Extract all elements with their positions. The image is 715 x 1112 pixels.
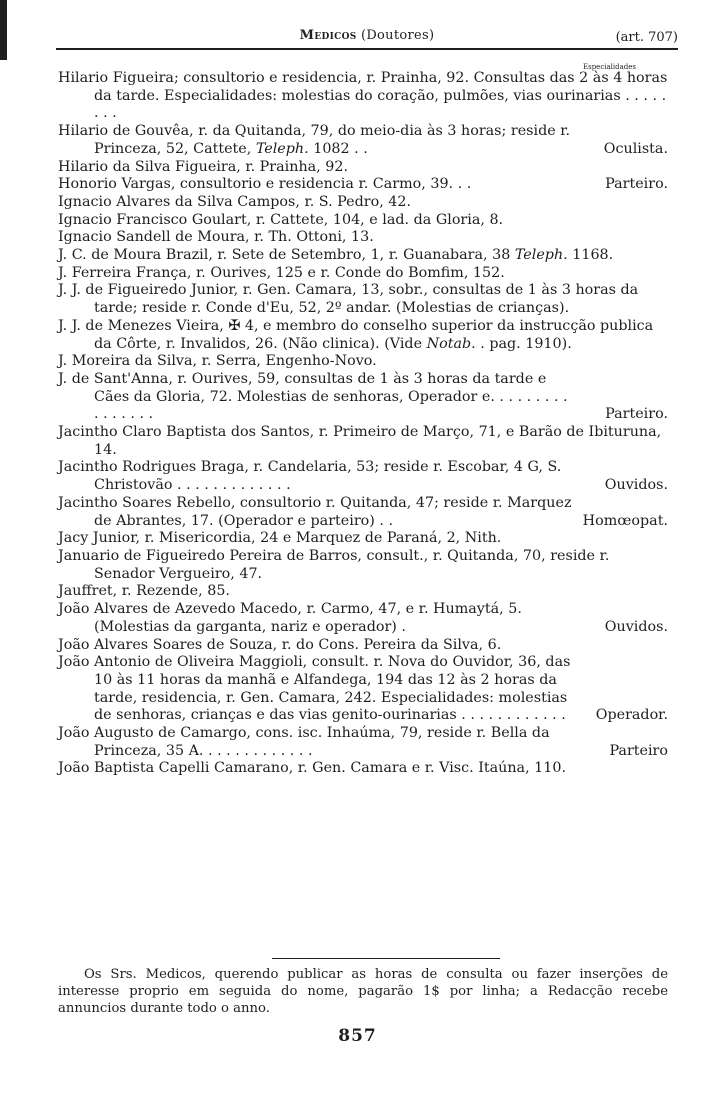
telephone-number: 1082 xyxy=(313,140,350,157)
entry-main-text: Hilario de Gouvêa, r. da Quitanda, 79, do meio-dia às 3 horas; reside r. Princeza, 52, Cattete, xyxy=(58,123,571,157)
entry-text xyxy=(58,547,668,583)
entry-main-text: Jauffret, r. Rezende, 85. xyxy=(58,583,230,600)
directory-entry xyxy=(58,495,668,530)
footnote-rule xyxy=(272,958,500,959)
entry-specialty: Operador. xyxy=(595,707,668,724)
page-edge-mark xyxy=(0,0,7,60)
entry-main-text: Ignacio Francisco Goulart, r. Cattete, 104, e lad. da Gloria, 8. xyxy=(58,211,504,228)
entry-tail-text: . . xyxy=(354,140,368,157)
entry-list xyxy=(58,70,668,778)
entry-main-text: Hilario Figueira; consultorio e residencia, r. Prainha, 92. Consultas das 2 às 4 horas da tarde. Especialidades: molestias do coração, pulmões, vias ourinarias . . . . . . . . xyxy=(58,70,668,122)
directory-entry xyxy=(58,159,668,177)
directory-entry xyxy=(58,194,668,212)
entry-text xyxy=(58,70,668,123)
entry-tail-text: . pag. 1910). xyxy=(480,335,572,352)
header-title xyxy=(56,28,678,43)
entry-text xyxy=(58,158,668,177)
entry-text xyxy=(58,424,668,459)
entry-text xyxy=(58,193,668,212)
directory-entry xyxy=(58,123,668,158)
notab-reference: Notab. xyxy=(426,335,476,352)
entry-text xyxy=(58,353,668,371)
entry-main-text: Jacintho Rodrigues Braga, r. Candelaria, 53; reside r. Escobar, 4 G, S. Christovão . . . . . . . . . . . . . xyxy=(58,459,562,494)
entry-specialty: Oculista. xyxy=(603,140,668,157)
directory-entry xyxy=(58,583,668,601)
directory-entry xyxy=(58,530,668,548)
entry-main-text: João Alvares Soares de Souza, r. do Cons. Pereira da Silva, 6. xyxy=(58,636,502,653)
entry-text xyxy=(58,583,668,601)
entry-specialty: Parteiro. xyxy=(605,176,668,193)
telephone-label: Teleph. xyxy=(255,140,309,157)
entry-specialty: Homœopat. xyxy=(582,512,668,529)
entry-main-text: J. J. de Menezes Vieira, ✠ 4, e membro do conselho superior da instrucção publica da Côrte, r. Invalidos, 26. (Não clinica). (Vide xyxy=(58,317,654,352)
entry-text xyxy=(58,282,668,317)
entry-text xyxy=(58,760,668,778)
directory-entry xyxy=(58,282,668,317)
entry-text xyxy=(58,211,668,230)
directory-entry xyxy=(58,725,668,760)
directory-entry xyxy=(58,265,668,283)
header-subtitle: (Doutores) xyxy=(360,28,435,43)
entry-main-text: J. J. de Figueiredo Junior, r. Gen. Camara, 13, sobr., consultas de 1 às 3 horas da tarde; reside r. Conde d'Eu, 52, 2º andar. (Molestias de crianças). xyxy=(58,282,639,317)
directory-entry xyxy=(58,70,668,123)
entry-text xyxy=(58,229,668,247)
directory-entry xyxy=(58,760,668,778)
directory-entry xyxy=(58,601,668,636)
telephone-label: Teleph. xyxy=(514,247,568,264)
article-reference: (art. 707) xyxy=(615,30,678,45)
footnote: Os Srs. Medicos, querendo publicar as horas de consulta ou fazer inserções de interesse proprio em seguida do nome, pagarão 1$ por linha; a Redacção recebe annuncios durante todo o anno. xyxy=(58,967,668,1016)
entry-text xyxy=(58,530,668,548)
telephone-number: 1168. xyxy=(572,247,614,264)
entry-specialty: Parteiro. xyxy=(605,406,668,423)
entry-main-text: Ignacio Alvares da Silva Campos, r. S. Pedro, 42. xyxy=(58,193,412,210)
entry-text xyxy=(58,317,668,353)
header-title-main: Medicos xyxy=(299,28,357,43)
entry-specialty: Parteiro xyxy=(609,742,668,759)
entry-main-text: Jacintho Claro Baptista dos Santos, r. Primeiro de Março, 71, e Barão de Ibituruna, 14. xyxy=(58,424,662,458)
specialty-column-label: Especialidades xyxy=(583,63,637,71)
entry-text xyxy=(58,636,668,655)
directory-entry xyxy=(58,212,668,230)
header-rule xyxy=(56,48,678,50)
entry-main-text: J. Moreira da Silva, r. Serra, Engenho-Novo. xyxy=(58,353,377,370)
directory-entry xyxy=(58,637,668,655)
entry-main-text: João Augusto de Camargo, cons. isc. Inhaúma, 79, reside r. Bella da Princeza, 35 A. . . . . . . . . . . . . xyxy=(58,725,550,759)
entry-main-text: João Antonio de Oliveira Maggioli, consult. r. Nova do Ouvidor, 36, das 10 às 11 horas da manhã e Alfandega, 194 das 12 às 2 horas da tarde, residencia, r. Gen. Camara, 242. Especialidades: molestias de senhoras, crianças e das vias genito-ourinarias . . . . . . . . . . . . xyxy=(58,654,571,724)
directory-entry xyxy=(58,176,668,194)
entry-main-text: Jacintho Soares Rebello, consultorio r. Quitanda, 47; reside r. Marquez de Abrantes, 17. (Operador e parteiro) . . xyxy=(58,494,572,529)
entry-main-text: J. Ferreira França, r. Ourives, 125 e r. Conde do Bomfim, 152. xyxy=(58,264,505,281)
entry-main-text: J. de Sant'Anna, r. Ourives, 59, consultas de 1 às 3 horas da tarde e Cães da Gloria, 72. Molestias de senhoras, Operador e. . . . . . . . . . . . . . . . xyxy=(58,370,568,423)
entry-main-text: Ignacio Sandell de Moura, r. Th. Ottoni, 13. xyxy=(58,229,374,246)
entry-main-text: João Alvares de Azevedo Macedo, r. Carmo, 47, e r. Humaytá, 5. (Molestias da garganta, nariz e operador) . xyxy=(58,601,522,635)
directory-entry xyxy=(58,371,668,424)
entry-main-text: Jacy Junior, r. Misericordia, 24 e Marquez de Paraná, 2, Nith. xyxy=(58,530,502,547)
directory-entry xyxy=(58,548,668,583)
directory-entry xyxy=(58,654,668,725)
entry-main-text: Hilario da Silva Figueira, r. Prainha, 92. xyxy=(58,158,349,175)
directory-entry xyxy=(58,318,668,353)
directory-entry xyxy=(58,229,668,247)
entry-main-text: Honorio Vargas, consultorio e residencia r. Carmo, 39. . . xyxy=(58,176,472,193)
directory-entry xyxy=(58,353,668,371)
entry-specialty: Ouvidos. xyxy=(604,477,668,494)
entry-text xyxy=(58,247,668,265)
page-number: 857 xyxy=(338,1026,377,1046)
entry-specialty: Ouvidos. xyxy=(604,618,668,635)
directory-entry xyxy=(58,247,668,265)
directory-entry xyxy=(58,459,668,494)
entry-main-text: Januario de Figueiredo Pereira de Barros, consult., r. Quitanda, 70, reside r. Senador Vergueiro, 47. xyxy=(58,547,610,582)
entry-main-text: J. C. de Moura Brazil, r. Sete de Setembro, 1, r. Guanabara, 38 xyxy=(58,247,511,264)
directory-entry xyxy=(58,424,668,459)
entry-text xyxy=(58,264,668,283)
page-header xyxy=(56,24,678,50)
entry-main-text: João Baptista Capelli Camarano, r. Gen. Camara e r. Visc. Itaúna, 110. xyxy=(58,760,566,777)
